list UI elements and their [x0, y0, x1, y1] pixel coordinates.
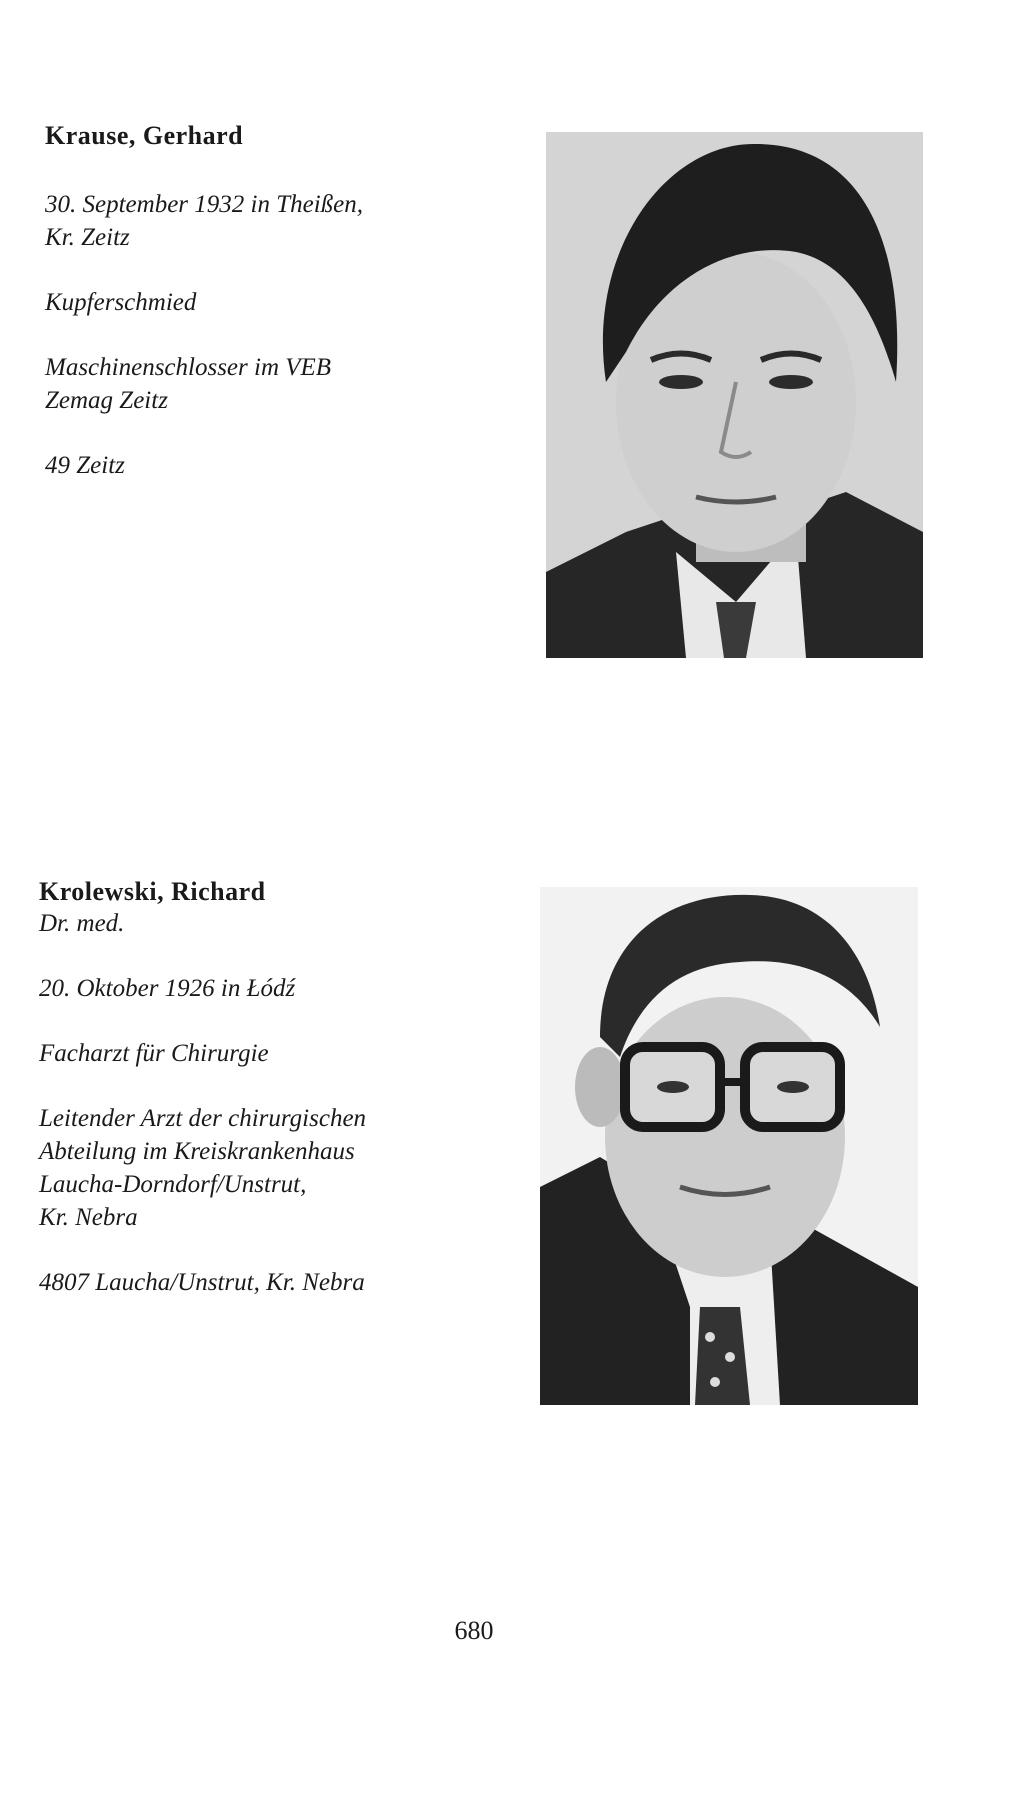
portrait-photo-icon	[540, 887, 918, 1405]
address: 49 Zeitz	[45, 452, 125, 479]
entry-krause	[45, 120, 475, 482]
address: 4807 Laucha/Unstrut, Kr. Nebra	[39, 1269, 365, 1296]
portrait-photo-krolewski	[540, 887, 918, 1405]
page-number: 680	[454, 1616, 494, 1645]
person-name: Krause, Gerhard	[45, 121, 244, 150]
birth-info: 20. Oktober 1926 in Łódź	[39, 975, 296, 1002]
birth-info: 30. September 1932 in Theißen, Kr. Zeitz	[45, 191, 364, 251]
academic-title: Dr. med.	[39, 910, 125, 937]
occupation: Leitender Arzt der chirurgischen Abteilung im Kreiskrankenhaus Laucha-Dorndorf/Unstrut, Kr. Nebra	[39, 1105, 367, 1231]
profession: Facharzt für Chirurgie	[39, 1040, 269, 1067]
occupation: Maschinenschlosser im VEB Zemag Zeitz	[45, 354, 332, 414]
profession: Kupferschmied	[45, 289, 197, 316]
portrait-photo-icon	[546, 132, 923, 658]
person-name: Krolewski, Richard	[39, 877, 266, 906]
portrait-photo-krause	[546, 132, 923, 658]
entry-krolewski	[39, 876, 479, 1299]
